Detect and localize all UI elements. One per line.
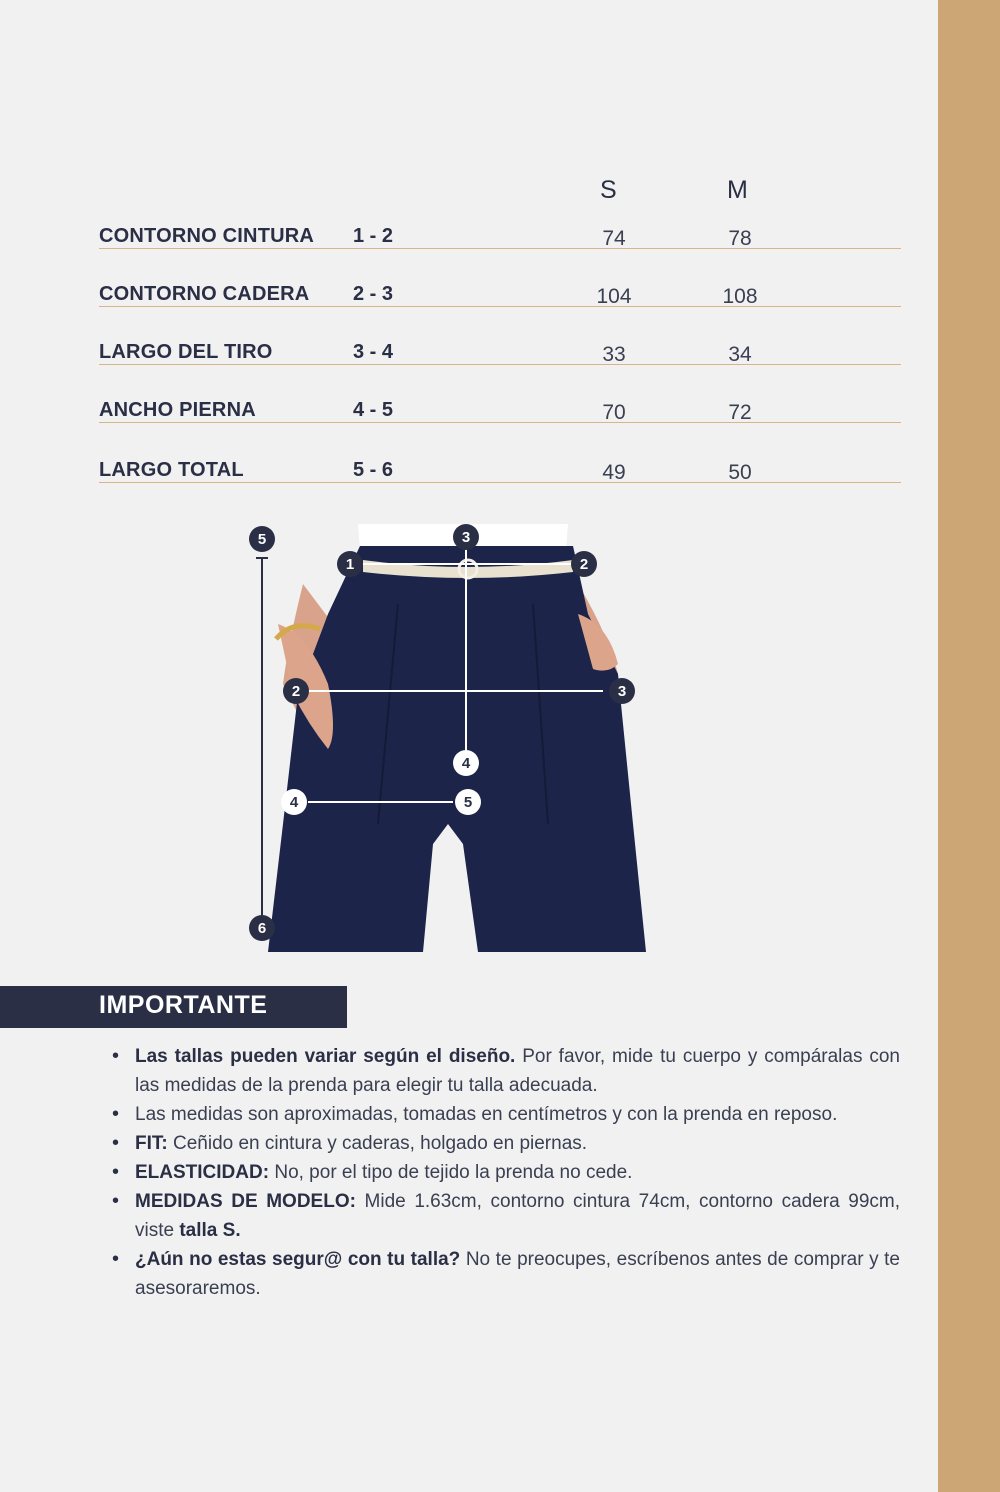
note-item [112,1129,900,1158]
size-s-header: S [600,176,617,204]
measure-marker-4-center: 4 [453,750,479,776]
note-text: Ceñido en cintura y caderas, holgado en piernas. [167,1133,588,1154]
measure-marker-5-top: 5 [249,526,275,552]
table-row-cintura [99,218,901,249]
table-row-cadera [99,276,901,307]
note-text: Las medidas son aproximadas, tomadas en centímetros y con la prenda en reposo. [135,1104,838,1125]
row-value-s: 104 [596,285,632,308]
side-accent-strip [938,0,1000,1492]
measure-marker-3-right: 3 [609,678,635,704]
note-bold: MEDIDAS DE MODELO: [135,1191,356,1212]
row-range: 4 - 5 [353,399,394,421]
row-value-m: 72 [728,401,752,424]
measure-marker-3-top: 3 [453,524,479,550]
row-range: 5 - 6 [353,459,394,481]
measure-marker-4-left: 4 [281,789,307,815]
importante-title: IMPORTANTE [99,991,268,1019]
row-label: CONTORNO CADERA [99,283,310,305]
measure-marker-2-left: 2 [283,678,309,704]
row-value-s: 70 [602,401,626,424]
row-range: 3 - 4 [353,341,394,363]
note-text: Por favor, mide tu cuerpo y compáralas con las medidas de la prenda para elegir tu talla adecuada. [135,1046,900,1096]
measure-marker-6: 6 [249,915,275,941]
size-m-header: M [727,176,748,204]
measure-marker-1: 1 [337,551,363,577]
row-label: LARGO DEL TIRO [99,341,273,363]
row-range: 2 - 3 [353,283,394,305]
shorts-photo [248,524,648,952]
note-bold: ELASTICIDAD: [135,1162,270,1183]
row-value-s: 74 [602,227,626,250]
note-bold: FIT: [135,1133,168,1154]
measure-marker-2-right: 2 [571,551,597,577]
row-value-m: 108 [722,285,758,308]
row-value-m: 78 [728,227,752,250]
note-bold: Las tallas pueden variar según el diseño. [135,1046,516,1067]
row-label: CONTORNO CINTURA [99,225,315,247]
row-label: ANCHO PIERNA [99,399,256,421]
note-item [112,1100,900,1129]
row-value-m: 50 [728,461,752,484]
table-row-tiro [99,334,901,365]
note-bold-suffix: talla S. [179,1220,241,1241]
row-value-s: 33 [602,343,626,366]
note-item [112,1158,900,1187]
note-text: No te preocupes, escríbenos antes de comprar y te asesoraremos. [135,1249,900,1299]
measure-marker-5-center: 5 [455,789,481,815]
note-item [112,1187,900,1245]
note-item [112,1042,900,1100]
row-value-s: 49 [602,461,626,484]
table-row-largo-total [99,452,901,483]
table-row-pierna [99,392,901,423]
row-value-m: 34 [728,343,752,366]
row-label: LARGO TOTAL [99,459,244,481]
note-text: No, por el tipo de tejido la prenda no cede. [269,1162,633,1183]
row-range: 1 - 2 [353,225,394,247]
note-item [112,1245,900,1303]
note-bold: ¿Aún no estas segur@ con tu talla? [135,1249,461,1270]
note-text: Mide 1.63cm, contorno cintura 74cm, contorno cadera 99cm, viste [135,1191,901,1241]
importante-notes-list [112,1042,900,1303]
